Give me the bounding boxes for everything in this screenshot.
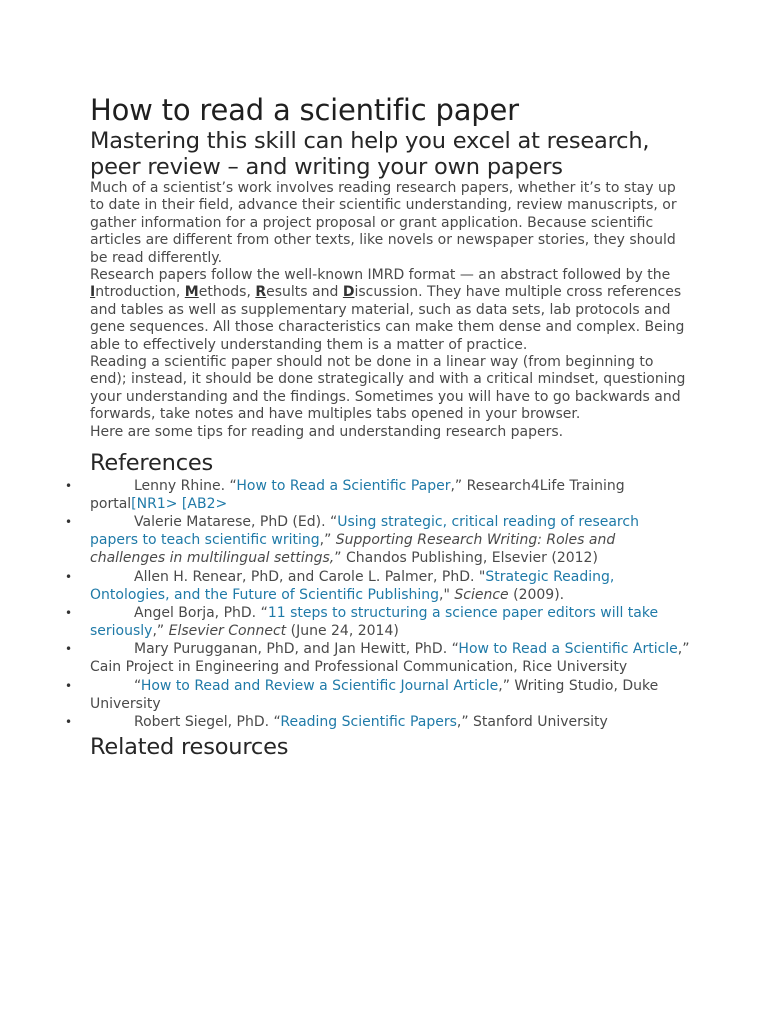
reference-item: [65, 604, 690, 640]
page-subtitle: Mastering this skill can help you excel at research, peer review – and writing your own papers: [90, 128, 650, 180]
reference-text: Valerie Matarese, PhD (Ed). “: [134, 514, 338, 531]
reference-link[interactable]: How to Read a Scientific Article: [458, 641, 678, 658]
reference-text: ,” Stanford University: [456, 713, 608, 730]
paragraph-imrd: [90, 267, 690, 354]
reference-link[interactable]: Using strategic, critical reading of research papers to teach scientific writing: [90, 514, 639, 549]
reference-source: Elsevier Connect: [168, 622, 287, 639]
bullet-icon: •: [65, 569, 73, 584]
imrd-text: esults and: [266, 284, 343, 301]
reference-text: Mary Purugganan, PhD, and Jan Hewitt, PhD. “: [134, 641, 459, 658]
reference-link[interactable]: Reading Scientific Papers: [280, 713, 457, 730]
imrd-letter-r: R: [255, 284, 267, 301]
references-heading: References: [90, 450, 214, 477]
reference-text: ,”: [319, 532, 336, 549]
reference-text: “: [134, 677, 141, 694]
bullet-icon: •: [65, 714, 73, 729]
references-list: [65, 477, 690, 731]
paragraph-tips: Here are some tips for reading and understanding research papers.: [90, 423, 564, 440]
imrd-text: ntroduction,: [95, 284, 185, 301]
paragraph-strategy: Reading a scientific paper should not be done in a linear way (from beginning to end); instead, it should be done strategically and with a critical mindset, questioning your understanding and the findings. Sometimes you will have to go backwards and forwards, take notes and have multiples tabs opened in your browser.: [90, 354, 686, 423]
reference-text: ,” Writing Studio, Duke University: [90, 677, 659, 712]
reference-text: (2009).: [508, 586, 565, 603]
bullet-icon: •: [65, 605, 73, 620]
imrd-text: ethods,: [198, 284, 256, 301]
reference-item: [65, 568, 690, 604]
reference-text: (June 24, 2014): [286, 622, 399, 639]
comment-marker-link[interactable]: [NR1> [AB2>: [131, 496, 228, 513]
related-resources-heading: Related resources: [90, 733, 289, 760]
reference-item: [65, 513, 690, 567]
paragraph-intro: Much of a scientist’s work involves reading research papers, whether it’s to stay up to date in their field, advance their scientific understanding, review manuscripts, or gather information for a project proposal or grant application. Because scientific articles are different from other texts, like novels or newspaper stories, they should be read differently.: [90, 180, 677, 266]
imrd-text: iscussion. They have multiple cross references and tables as well as supplementary material, such as data sets, lab protocols and gene sequences. All those characteristics can make them dense and complex. Being able to effectively understanding them is a matter of practice.: [90, 284, 685, 353]
reference-text: ,": [439, 586, 455, 603]
reference-link[interactable]: How to Read and Review a Scientific Journal Article: [140, 677, 499, 694]
bullet-icon: •: [65, 642, 73, 657]
reference-text: ,” Research4Life Training portal: [90, 478, 625, 513]
imrd-letter-d: D: [342, 284, 355, 301]
reference-text: Robert Siegel, PhD. “: [134, 713, 281, 730]
reference-item: [65, 713, 690, 731]
bullet-icon: •: [65, 515, 73, 530]
reference-text: Lenny Rhine. “: [134, 478, 237, 495]
article: [65, 92, 690, 761]
reference-text: ” Chandos Publishing, Elsevier (2012): [334, 550, 598, 567]
reference-text: ,”: [152, 622, 169, 639]
reference-item: [65, 640, 690, 676]
imrd-letter-m: M: [184, 284, 199, 301]
page-title: How to read a scientific paper: [90, 93, 519, 127]
reference-source: Supporting Research Writing: Roles and challenges in multilingual settings,: [90, 532, 616, 567]
bullet-icon: •: [65, 678, 73, 693]
bullet-icon: •: [65, 479, 73, 494]
reference-source: Science: [454, 586, 509, 603]
reference-item: [65, 477, 690, 513]
reference-text: Angel Borja, PhD. “: [134, 604, 268, 621]
imrd-text: Research papers follow the well-known IMRD format — an abstract followed by the: [90, 267, 671, 284]
reference-item: [65, 677, 690, 713]
reference-link[interactable]: Strategic Reading, Ontologies, and the Future of Scientific Publishing: [90, 568, 615, 603]
reference-text: ,” Cain Project in Engineering and Professional Communication, Rice University: [90, 641, 690, 676]
reference-link[interactable]: How to Read a Scientific Paper: [236, 478, 451, 495]
reference-text: Allen H. Renear, PhD, and Carole L. Palmer, PhD. ": [134, 568, 486, 585]
reference-link[interactable]: 11 steps to structuring a science paper editors will take seriously: [90, 604, 659, 639]
imrd-letter-i: I: [90, 284, 96, 301]
